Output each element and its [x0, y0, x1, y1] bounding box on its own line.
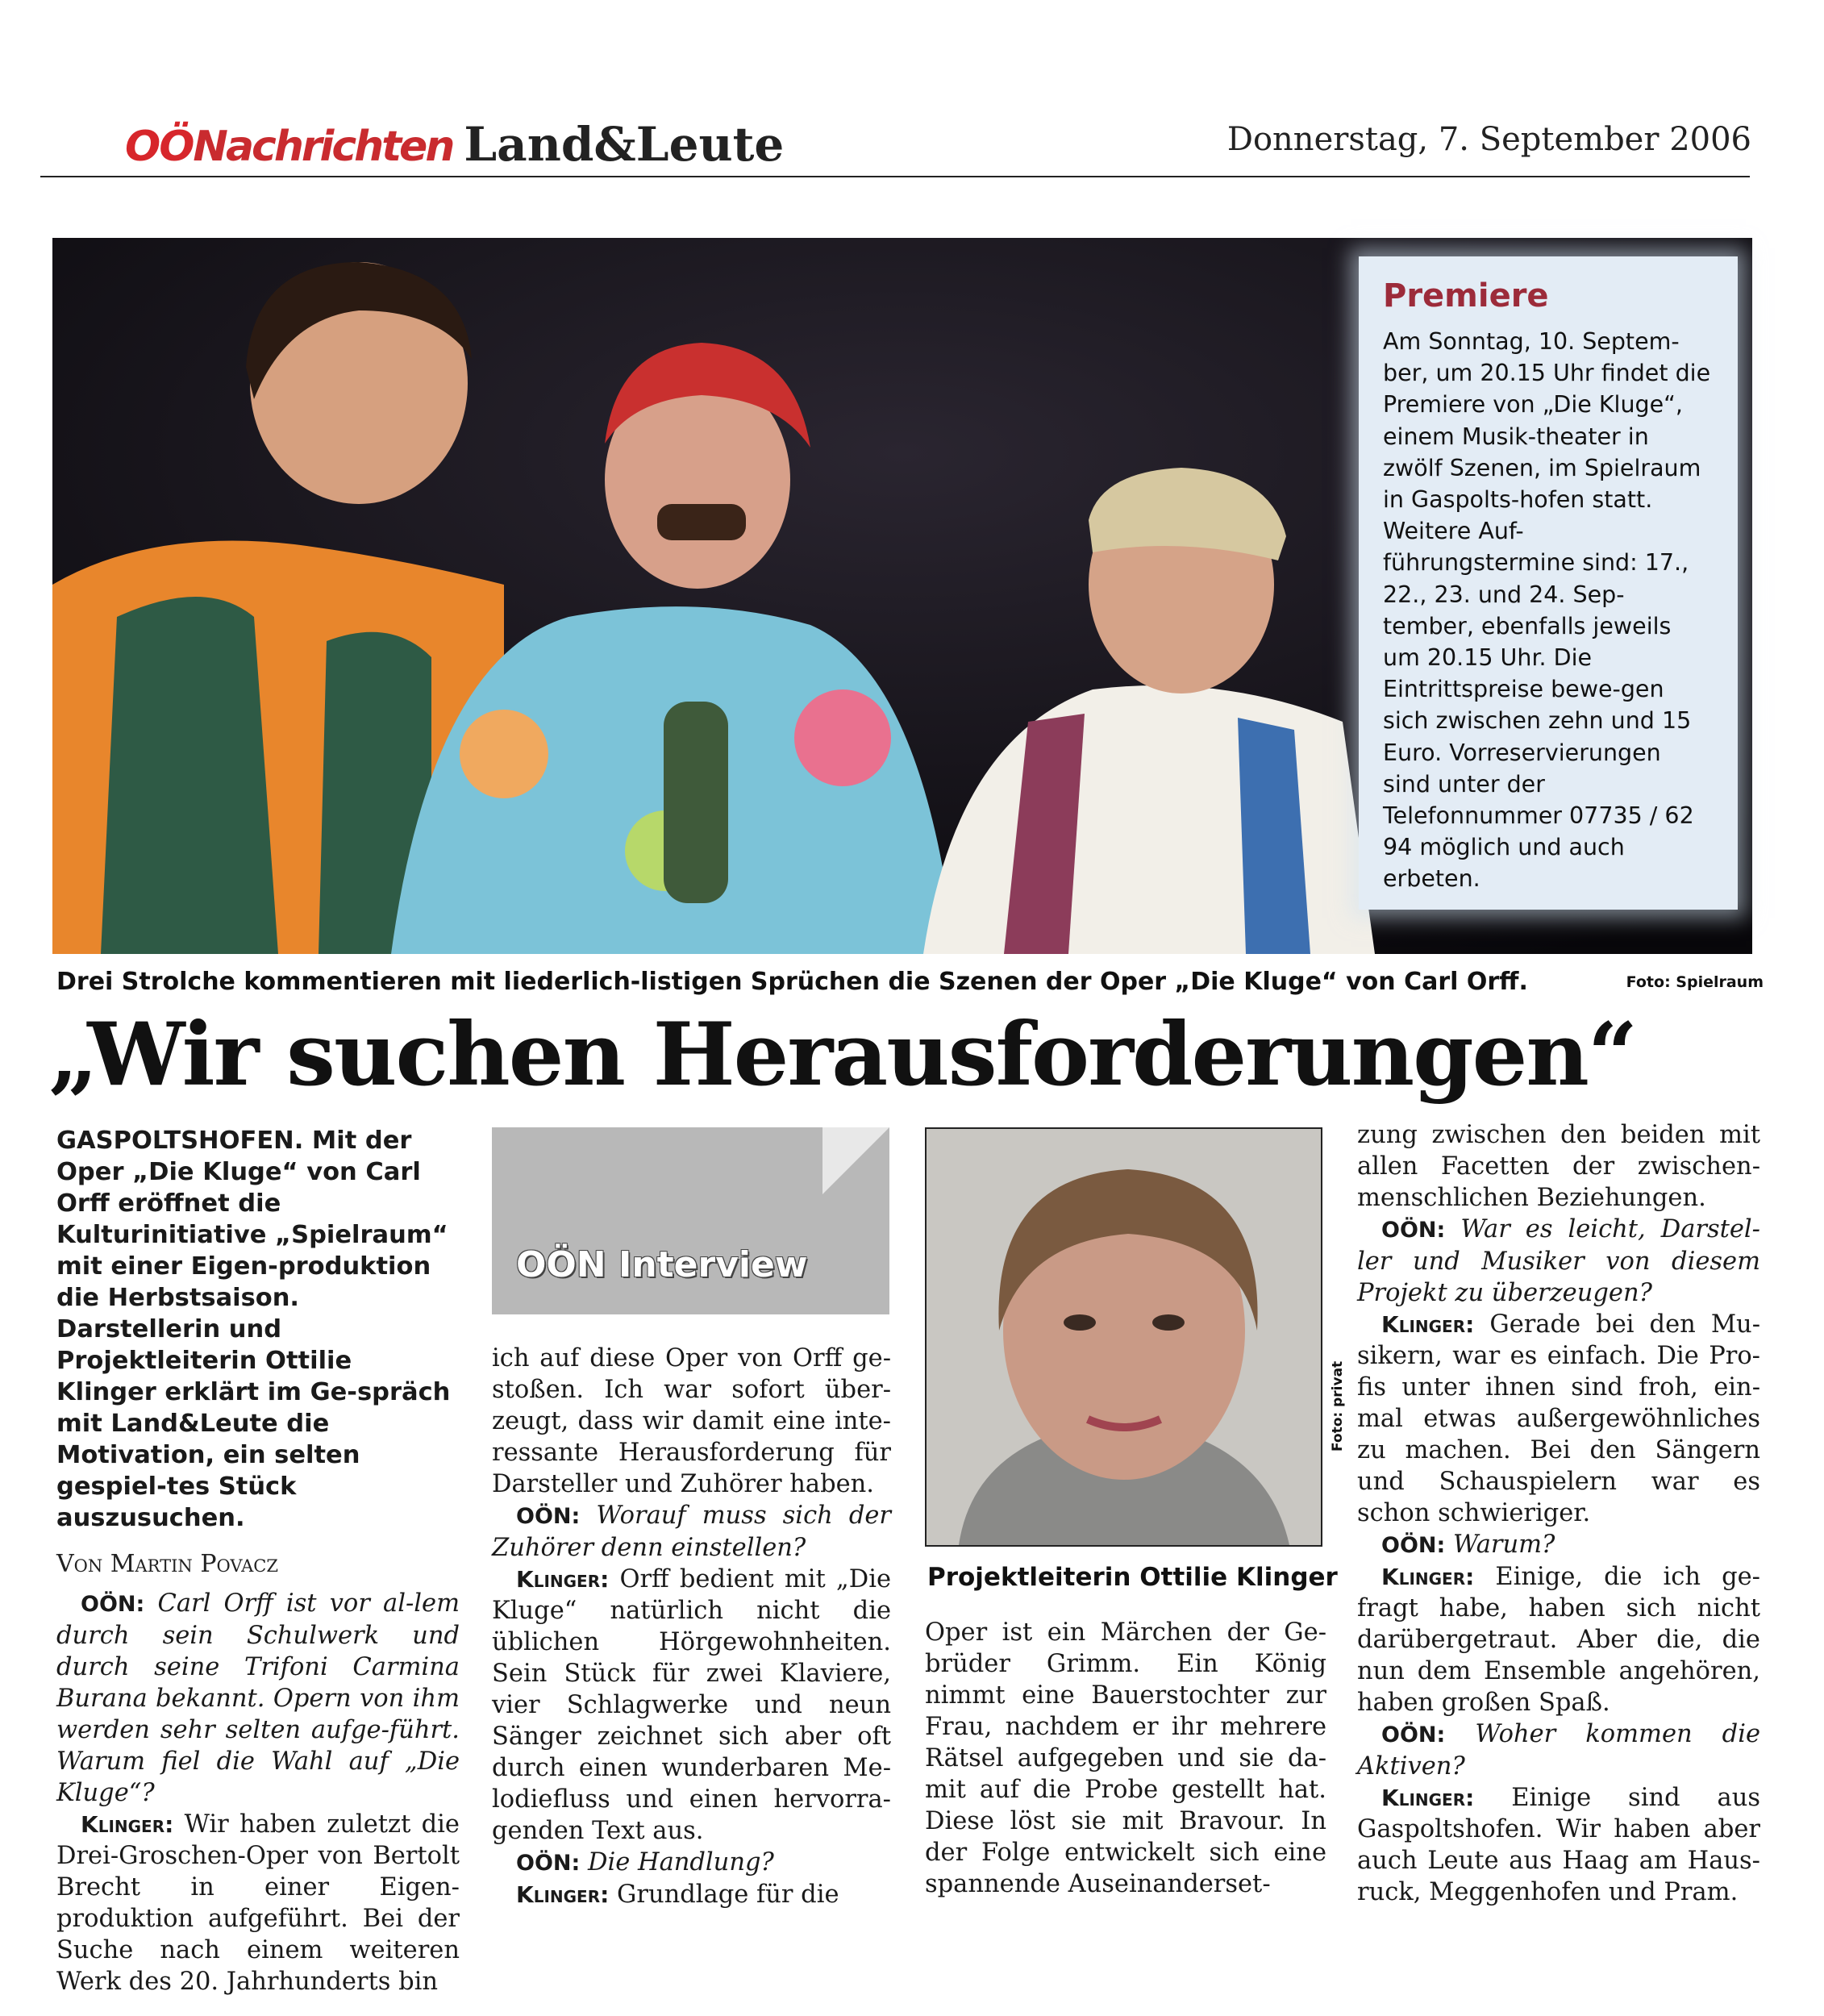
- speaker-oon: OÖN:: [516, 1851, 581, 1876]
- speaker-oon: OÖN:: [81, 1592, 145, 1617]
- brand-oo: OÖ: [125, 123, 194, 171]
- photo-credit: Foto: Spielraum: [1626, 973, 1764, 991]
- speaker-klinger: Klinger:: [516, 1566, 610, 1593]
- interview-badge-label: OÖN Interview: [516, 1244, 808, 1285]
- portrait-photo: [925, 1127, 1322, 1547]
- question-1: [56, 1588, 460, 1809]
- speaker-klinger: Klinger:: [1381, 1564, 1475, 1590]
- article-column-4: [1357, 1119, 1760, 1908]
- answer-text: Einige, die ich ge-fragt habe, haben sich nicht darübergetraut. Aber die, die nun dem Ensemble angehören, haben großen Spaß.: [1357, 1563, 1760, 1717]
- answer-3: [492, 1879, 891, 1910]
- question-text: Carl Orff ist vor al-lem durch sein Schulwerk und durch seine Trifoni Carmina Burana bekannt. Opern von ihm werden sehr selten aufge-führt. Warum fiel die Wahl auf „Die Kluge“?: [56, 1589, 460, 1807]
- portrait-illustration: [927, 1129, 1321, 1545]
- brand-name: Nachrichten: [193, 123, 453, 171]
- answer-4: [1357, 1309, 1760, 1529]
- issue-date: Donnerstag, 7. September 2006: [1226, 121, 1751, 158]
- portrait-caption: Projektleiterin Ottilie Klinger: [927, 1563, 1338, 1592]
- answer-1: [56, 1809, 460, 1997]
- photo-caption: Drei Strolche kommentieren mit liederlich-listigen Sprüchen die Szenen der Oper „Die Kluge“ von Carl Orff.: [56, 968, 1528, 996]
- portrait-credit: Foto: privat: [1330, 1360, 1346, 1452]
- answer-6: [1357, 1782, 1760, 1908]
- premiere-box: [1359, 256, 1738, 910]
- question-text: War es leicht, Darstel-ler und Musiker von diesem Projekt zu überzeugen?: [1357, 1215, 1760, 1307]
- answer-text: Oper ist ein Märchen der Ge-brüder Grimm. Ein König nimmt eine Bauerstochter zur Frau, nachdem er ihr mehrere Rätsel aufgegeben und sie da-mit auf die Probe gestellt hat. Diese löst sie mit Bravour. In der Folge entwickelt sich eine spannende Auseinanderset-: [925, 1618, 1326, 1898]
- answer-text: zung zwischen den beiden mit allen Facetten der zwischen-menschlichen Beziehungen.: [1357, 1121, 1760, 1212]
- question-6: [1357, 1718, 1760, 1782]
- speaker-oon: OÖN:: [1381, 1722, 1446, 1747]
- article-column-1: [56, 1125, 460, 1997]
- answer-text: Gerade bei den Mu-sikern, war es einfach. Die Pro-fis unter ihnen sind froh, ein-mal etwas außergewöhnliches zu machen. Bei den Sängern und Schauspielern war es schon schwieriger.: [1357, 1310, 1760, 1527]
- question-3: [492, 1847, 891, 1879]
- question-5: [1357, 1529, 1760, 1561]
- headline: „Wir suchen Herausforderungen“: [48, 1004, 1637, 1106]
- article-column-3: [925, 1617, 1326, 1900]
- speaker-oon: OÖN:: [516, 1504, 581, 1529]
- speaker-klinger: Klinger:: [81, 1811, 174, 1838]
- section-name: Land&Leute: [464, 117, 785, 172]
- answer-5: [1357, 1561, 1760, 1718]
- masthead: [125, 117, 784, 173]
- question-text: Warum?: [1453, 1531, 1555, 1559]
- answer-text: ich auf diese Oper von Orff ge-stoßen. Ich war sofort über-zeugt, dass wir damit eine inte-ressante Herausforderung für Darsteller und Zuhörer haben.: [492, 1344, 891, 1498]
- answer-2: [492, 1564, 891, 1847]
- answer-text: Grundlage für die: [617, 1881, 839, 1909]
- article-lead: GASPOLTSHOFEN. Mit der Oper „Die Kluge“ von Carl Orff eröffnet die Kulturinitiative „Spielraum“ mit einer Eigen-produktion die Herbstsaison. Darstellerin und Projektleiterin Ottilie Klinger erklärt im Ge-spräch mit Land&Leute die Motivation, ein selten gespiel-tes Stück auszusuchen.: [56, 1127, 451, 1532]
- question-2: [492, 1500, 891, 1564]
- answer-text: Einige sind aus Gaspoltshofen. Wir haben aber auch Leute aus Haag am Haus-ruck, Meggenhofen und Pram.: [1357, 1784, 1760, 1906]
- byline: Von Martin Povacz: [56, 1550, 278, 1578]
- speaker-klinger: Klinger:: [1381, 1785, 1475, 1811]
- question-text: Worauf muss sich der Zuhörer denn einstellen?: [492, 1502, 891, 1562]
- speaker-klinger: Klinger:: [1381, 1311, 1475, 1338]
- question-text: Die Handlung?: [588, 1848, 774, 1876]
- premiere-title: Premiere: [1383, 277, 1549, 314]
- article-column-2: [492, 1343, 891, 1910]
- speaker-oon: OÖN:: [1381, 1533, 1446, 1558]
- premiere-body: Am Sonntag, 10. Septem-ber, um 20.15 Uhr findet die Premiere von „Die Kluge“, einem Musik-theater in zwölf Szenen, im Spielraum in Gaspolts-hofen statt. Weitere Auf-führungstermine sind: 17., 22., 23. und 24. Sep-tember, ebenfalls jeweils um 20.15 Uhr. Die Eintrittspreise bewe-gen sich zwischen zehn und 15 Euro. Vorreservierungen sind unter der Telefonnummer 07735 / 62 94 möglich und auch erbeten.: [1383, 328, 1711, 893]
- speaker-oon: OÖN:: [1381, 1218, 1446, 1243]
- answer-text: Orff bedient mit „Die Kluge“ natürlich nicht die üblichen Hörgewohnheiten. Sein Stück für zwei Klaviere, vier Schlagwerke und neun Sänger zeichnet sich aber oft durch einen wunderbaren Me-lodiefluss und einen hervorra-genden Text aus.: [492, 1565, 891, 1845]
- question-text: Woher kommen die Aktiven?: [1357, 1720, 1761, 1781]
- badge-page-curl: [822, 1127, 889, 1194]
- answer-text: Wir haben zuletzt die Drei-Groschen-Oper von Bertolt Brecht in einer Eigen-produktion aufgeführt. Bei der Suche nach einem weiteren Werk des 20. Jahrhunderts bin: [56, 1810, 460, 1996]
- question-4: [1357, 1214, 1760, 1309]
- speaker-klinger: Klinger:: [516, 1881, 610, 1908]
- masthead-rule: [40, 176, 1750, 177]
